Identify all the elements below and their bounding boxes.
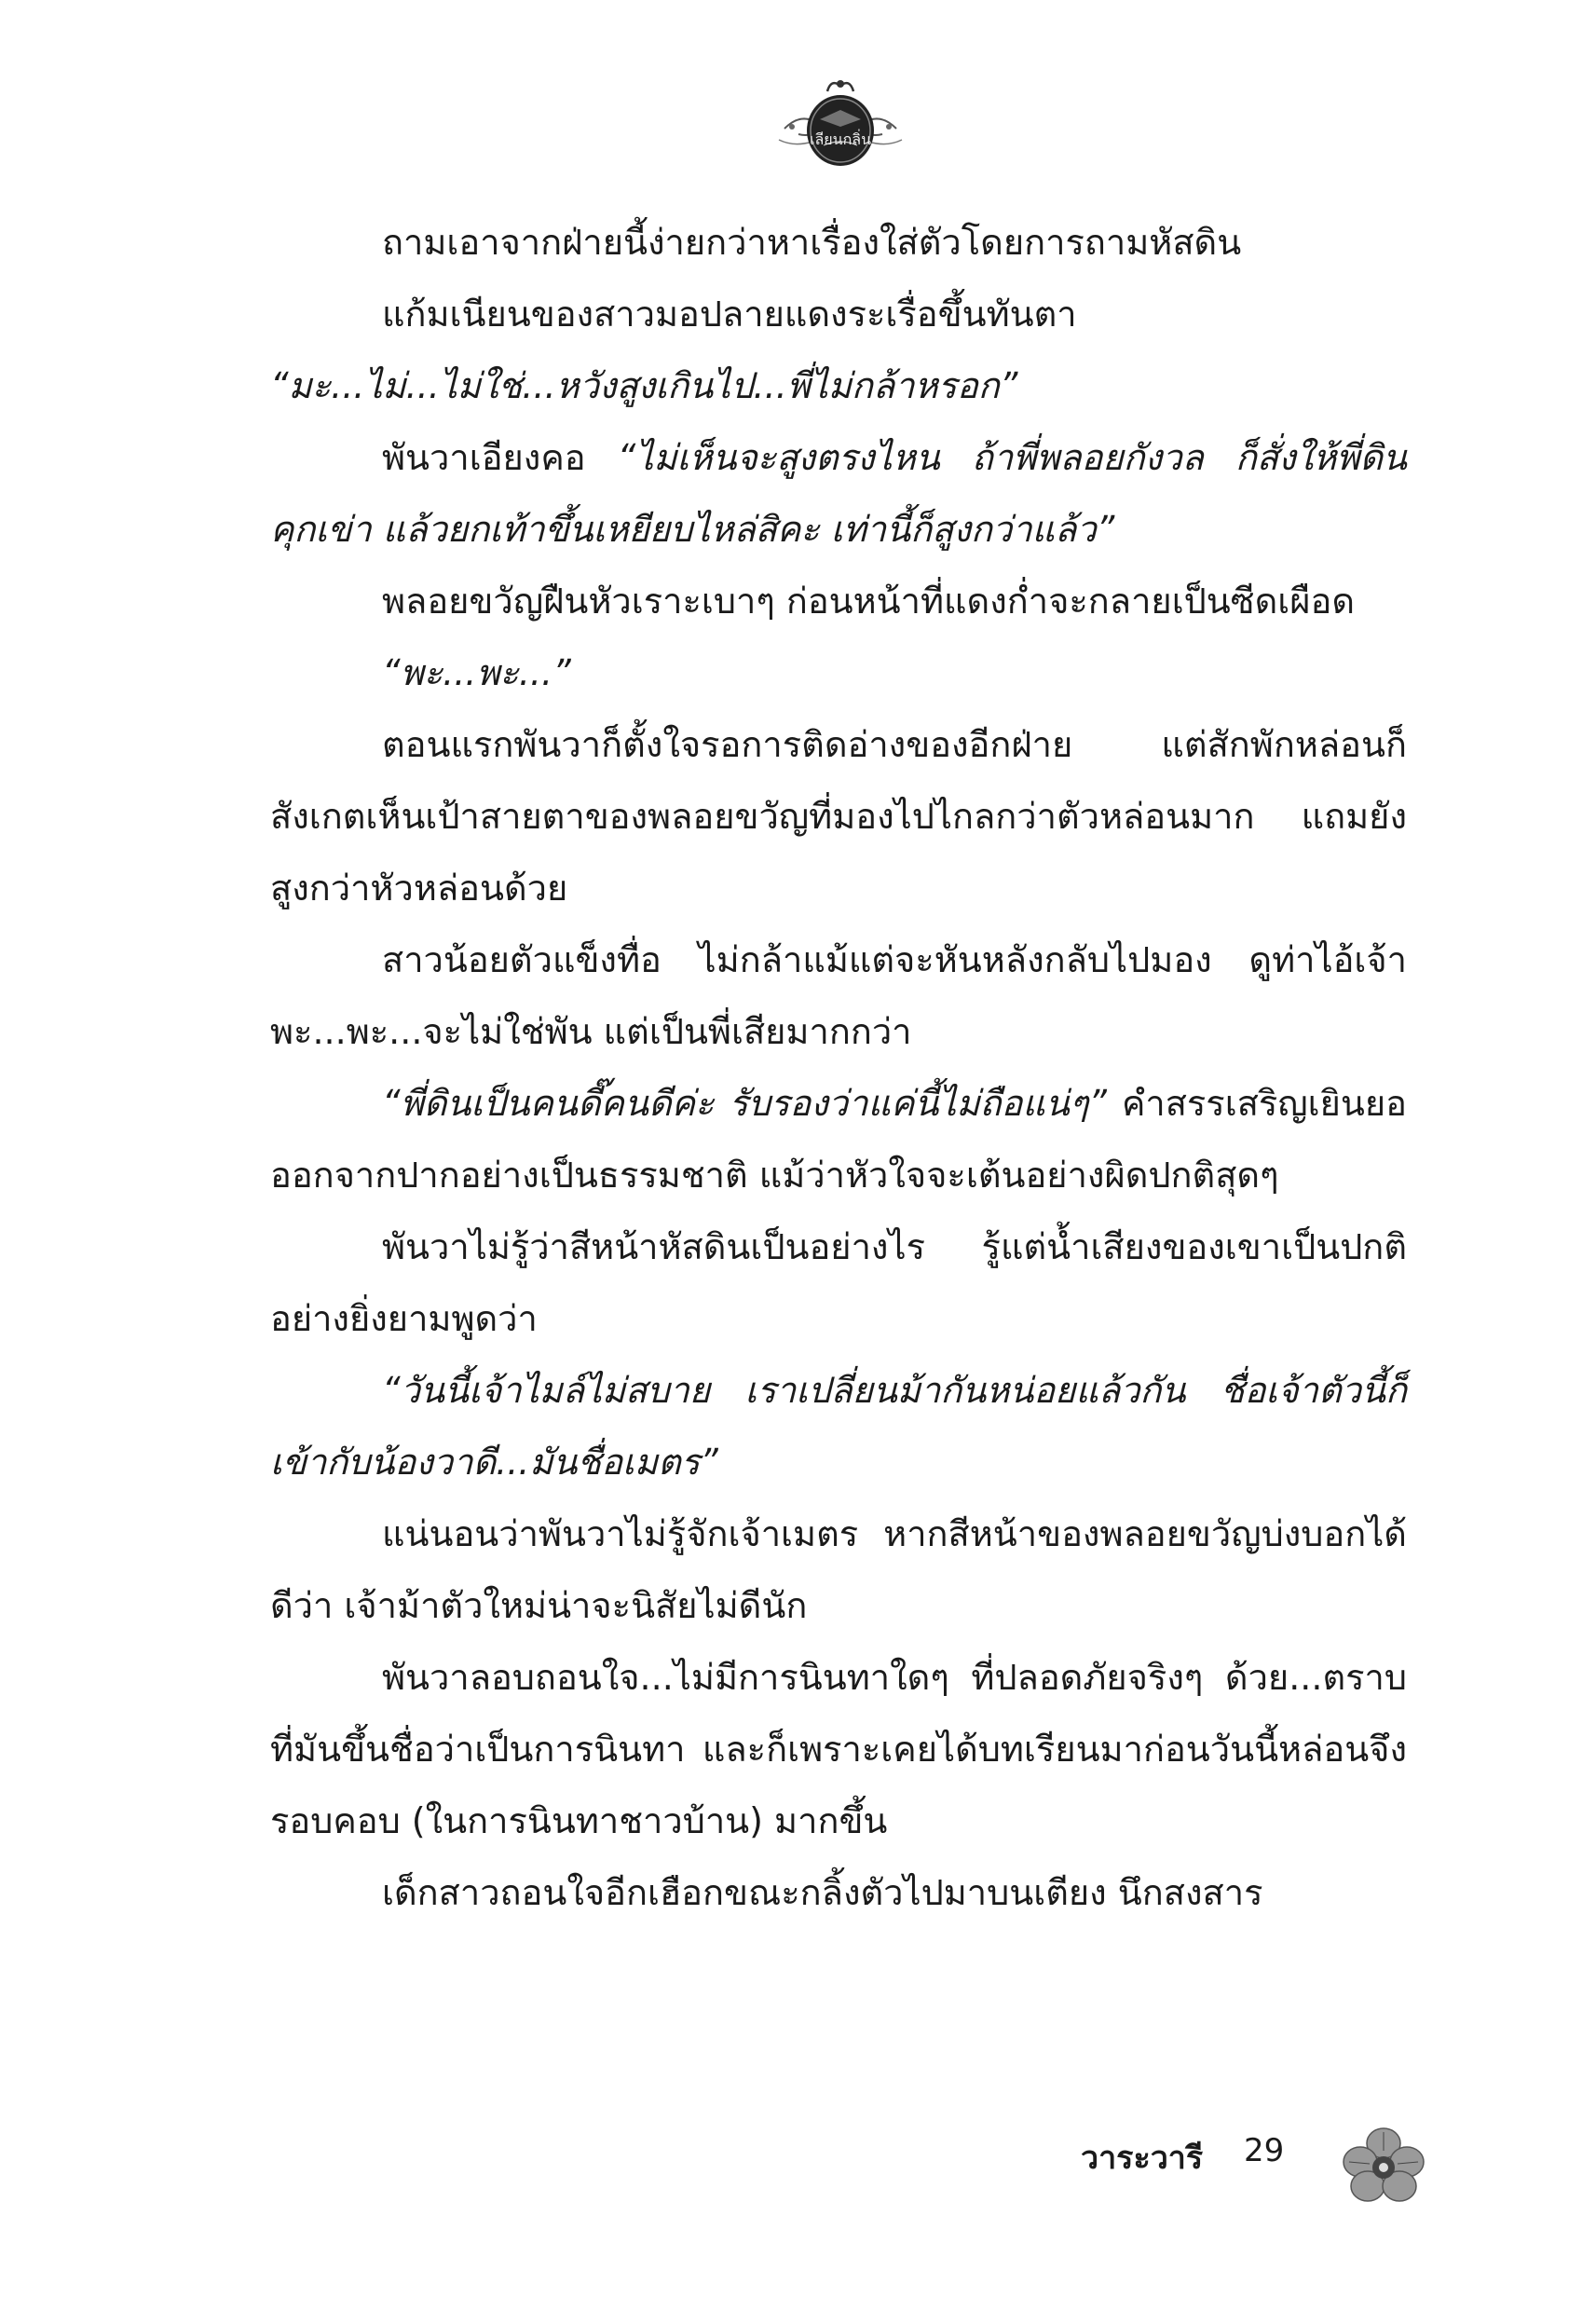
narration-text: สาวน้อยตัวแข็งทื่อ ไม่กล้าแม้แต่จะหันหลังกลับไปมอง ดูท่าไอ้เจ้าพะ...พะ...จะไม่ใช่พัน แต่เป็นพี่เสียมากกว่า bbox=[270, 939, 1407, 1052]
dialogue-text: “วันนี้เจ้าไมล์ไม่สบาย เราเปลี่ยนม้ากันหน่อยแล้วกัน ชื่อเจ้าตัวนี้ก็เข้ากับน้องวาดี...มันชื่อเมตร” bbox=[270, 1370, 1407, 1483]
narration-text: แก้มเนียนของสาวมอปลายแดงระเรื่อขึ้นทันตา bbox=[382, 294, 1077, 335]
paragraph bbox=[270, 1355, 1407, 1498]
narration-text: พันวาลอบถอนใจ...ไม่มีการนินทาใดๆ ที่ปลอดภัยจริงๆ ด้วย...ตราบที่มันขึ้นชื่อว่าเป็นการนินทา และก็เพราะเคยได้บทเรียนมาก่อนวันนี้หล่อนจึงรอบคอบ (ในการนินทาชาวบ้าน) มากขึ้น bbox=[270, 1657, 1407, 1841]
paragraph bbox=[270, 1068, 1407, 1211]
paragraph bbox=[270, 1498, 1407, 1642]
paragraph bbox=[270, 924, 1407, 1068]
paragraph bbox=[270, 1857, 1407, 1929]
dialogue-text: “พะ...พะ...” bbox=[382, 652, 571, 693]
narration-text: ถามเอาจากฝ่ายนี้ง่ายกว่าหาเรื่องใส่ตัวโดยการถามหัสดิน bbox=[382, 222, 1242, 263]
header-crest-icon bbox=[775, 73, 906, 175]
narration-text: คำสรรเสริญเยินยอออกจากปากอย่างเป็นธรรมชาติ แม้ว่าหัวใจจะเต้นอย่างผิดปกติสุดๆ bbox=[270, 1083, 1407, 1196]
flower-ornament-icon bbox=[1332, 2123, 1435, 2207]
narration-text: ตอนแรกพันวาก็ตั้งใจรอการติดอ่างของอีกฝ่าย แต่สักพักหล่อนก็สังเกตเห็นเป้าสายตาของพลอยขวัญที่มองไปไกลกว่าตัวหล่อนมาก แถมยังสูงกว่าหัวหล่อนด้วย bbox=[270, 724, 1407, 909]
paragraph bbox=[270, 1642, 1407, 1857]
body-text bbox=[270, 207, 1407, 1929]
narration-text: พันวาเอียงคอ bbox=[382, 437, 618, 478]
paragraph bbox=[270, 637, 1407, 709]
paragraph bbox=[270, 1211, 1407, 1355]
header-crest-label: เลียนกลิ่น bbox=[809, 130, 871, 148]
dialogue-text: “มะ...ไม่...ไม่ใช่...หวังสูงเกินไป...พี่ไม่กล้าหรอก” bbox=[270, 365, 1018, 406]
narration-text: แน่นอนว่าพันวาไม่รู้จักเจ้าเมตร หากสีหน้าของพลอยขวัญบ่งบอกได้ดีว่า เจ้าม้าตัวใหม่น่าจะนิสัยไม่ดีนัก bbox=[270, 1513, 1407, 1626]
paragraph bbox=[270, 207, 1407, 279]
footer-page-number: 29 bbox=[1244, 2132, 1285, 2169]
paragraph bbox=[270, 709, 1407, 924]
paragraph bbox=[270, 279, 1407, 422]
paragraph bbox=[270, 566, 1407, 637]
narration-text: เด็กสาวถอนใจอีกเฮือกขณะกลิ้งตัวไปมาบนเตียง นึกสงสาร bbox=[382, 1872, 1263, 1913]
footer-running-title: วาระวารี bbox=[1081, 2140, 1204, 2177]
dialogue-text: “พี่ดินเป็นคนดี๊คนดีค่ะ รับรองว่าแค่นี้ไม่ถือแน่ๆ” bbox=[382, 1083, 1107, 1124]
narration-text: พันวาไม่รู้ว่าสีหน้าหัสดินเป็นอย่างไร รู้แต่น้ำเสียงของเขาเป็นปกติอย่างยิ่งยามพูดว่า bbox=[270, 1226, 1407, 1339]
dialogue-text: “ไม่เห็นจะสูงตรงไหน ถ้าพี่พลอยกังวล ก็สั่งให้พี่ดินคุกเข่า แล้วยกเท้าขึ้นเหยียบไหล่สิคะ เท่านี้ก็สูงกว่าแล้ว” bbox=[270, 437, 1407, 550]
narration-text: พลอยขวัญฝืนหัวเราะเบาๆ ก่อนหน้าที่แดงก่ำจะกลายเป็นซีดเผือด bbox=[382, 581, 1355, 622]
paragraph bbox=[270, 422, 1407, 566]
